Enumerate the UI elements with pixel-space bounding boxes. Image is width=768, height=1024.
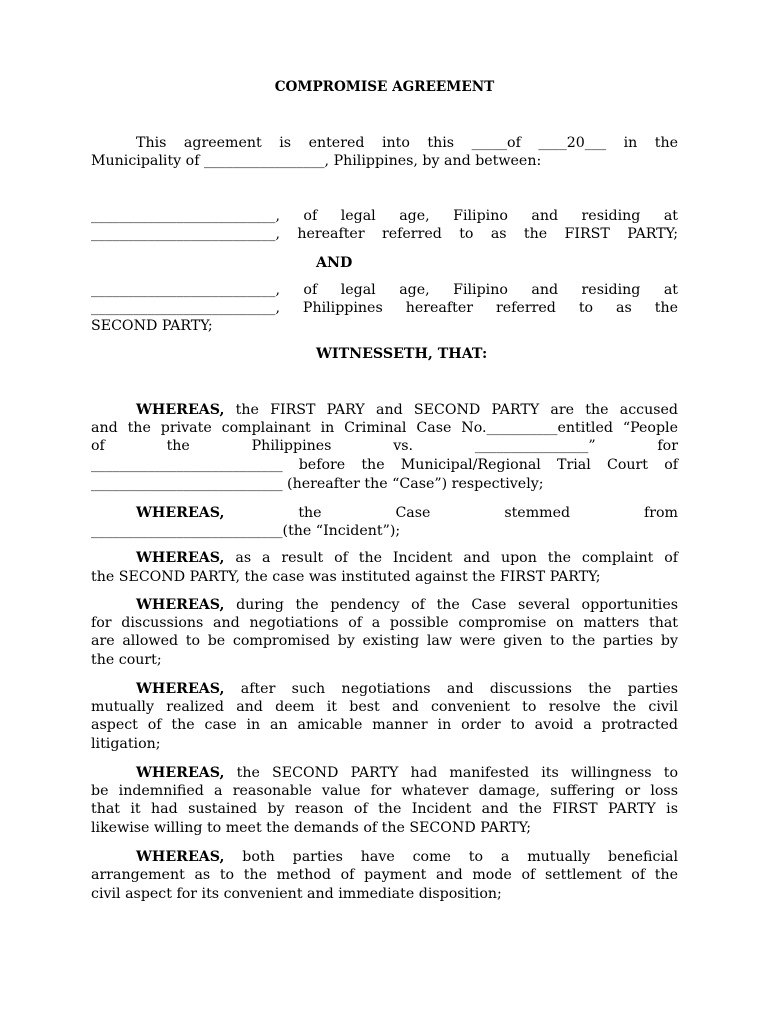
paragraph-line: __________________________, of legal age, Filipino and residing at [91,282,678,298]
paragraph-line: of the Philippines vs. ________________” for [91,438,678,454]
paragraph-line: SECOND PARTY; [91,318,213,334]
paragraph-line: civil aspect for its convenient and immediate disposition; [91,886,502,902]
paragraph-line: ___________________________ before the Municipal/Regional Trial Court of [91,457,678,473]
section-heading-witnesseth: WITNESSETH, THAT: [316,346,488,362]
whereas-label: WHEREAS, [136,849,225,865]
paragraph-line: be indemnified a reasonable value for whatever damage, suffering or loss [91,783,678,799]
whereas-label: WHEREAS, [136,550,225,566]
paragraph-line: that it had sustained by reason of the Incident and the FIRST PARTY is [91,801,678,817]
whereas-label: WHEREAS, [136,681,225,697]
whereas-label: WHEREAS, [136,597,225,613]
paragraph-line: Municipality of _________________, Philippines, by and between: [91,153,542,169]
whereas-line: WHEREAS, the SECOND PARTY had manifested its willingness to [136,765,678,781]
paragraph-line: and the private complainant in Criminal Case No.__________entitled “People [91,420,678,436]
paragraph-line: for discussions and negotiations of a possible compromise on matters that [91,615,678,631]
whereas-line: WHEREAS, as a result of the Incident and upon the complaint of [136,550,678,566]
paragraph-line: arrangement as to the method of payment and mode of settlement of the [91,867,678,883]
paragraph-line: the SECOND PARTY, the case was instituted against the FIRST PARTY; [91,569,601,585]
paragraph-line: ___________________________(the “Incident”); [91,523,401,539]
paragraph-line: aspect of the case in an amicable manner in order to avoid a protracted [91,717,678,733]
whereas-label: WHEREAS, [136,765,225,781]
paragraph-line: __________________________, hereafter referred to as the FIRST PARTY; [91,226,678,242]
paragraph-line: are allowed to be compromised by existing law were given to the parties by [91,633,678,649]
paragraph-line: likewise willing to meet the demands of the SECOND PARTY; [91,820,531,836]
paragraph-line: __________________________, Philippines hereafter referred to as the [91,300,678,316]
paragraph-line: ___________________________ (hereafter the “Case”) respectively; [91,476,544,492]
section-heading-and: AND [316,255,353,271]
whereas-label: WHEREAS, [136,402,225,418]
whereas-label: WHEREAS, [136,505,225,521]
paragraph-line: This agreement is entered into this _____of ____20___ in the [136,135,678,151]
document-title: COMPROMISE AGREEMENT [274,79,495,95]
whereas-line: WHEREAS, the FIRST PARY and SECOND PARTY are the accused [136,402,678,418]
whereas-line: WHEREAS, the Case stemmed from [136,505,678,521]
whereas-line: WHEREAS, both parties have come to a mutually beneficial [136,849,678,865]
whereas-line: WHEREAS, during the pendency of the Case several opportunities [136,597,678,613]
paragraph-line: the court; [91,652,162,668]
paragraph-line: mutually realized and deem it best and convenient to resolve the civil [91,699,678,715]
paragraph-line: __________________________, of legal age, Filipino and residing at [91,208,678,224]
paragraph-line: litigation; [91,736,161,752]
whereas-line: WHEREAS, after such negotiations and discussions the parties [136,681,678,697]
